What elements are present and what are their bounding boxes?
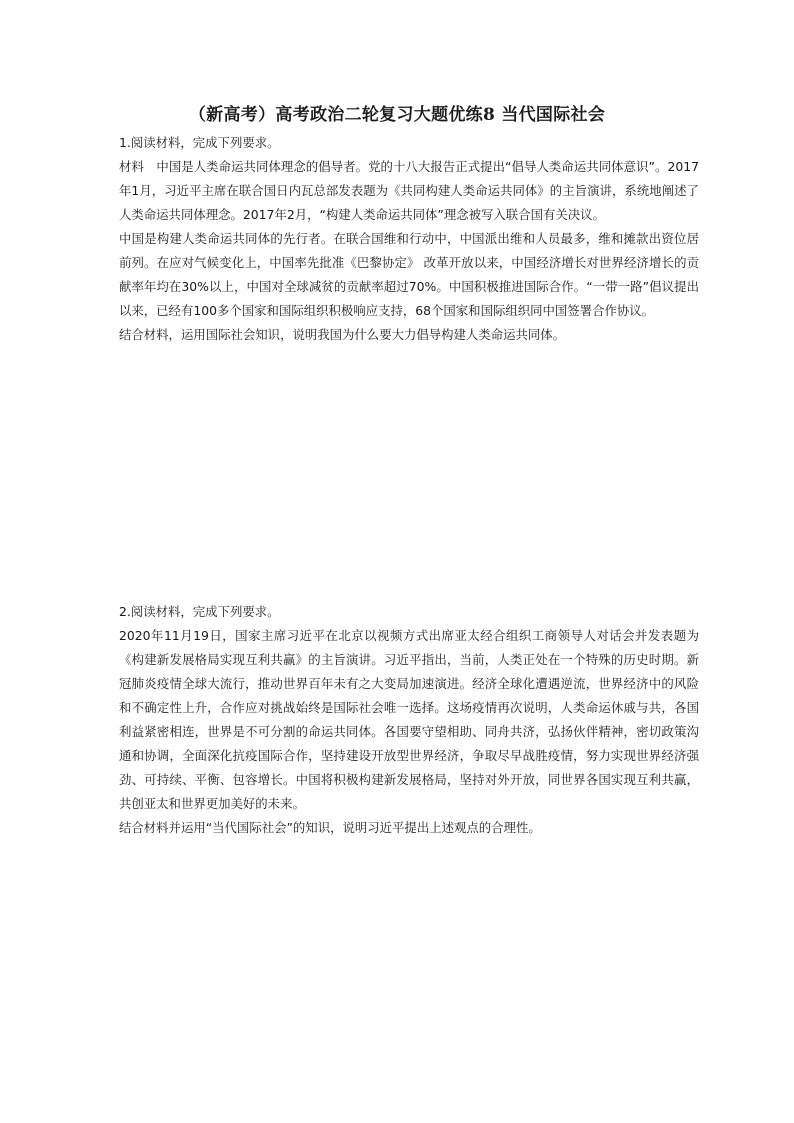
question-1-material-paragraph: 中国是构建人类命运共同体的先行者。在联合国维和行动中，中国派出维和人员最多，维和摊款出资位居前列。在应对气候变化上，中国率先批准《巴黎协定》 改革开放以来，中国经济增长对世界经济增长的贡献率年均在30%以上，中国对全球减贫的贡献率超过70%。中国积极推进国际合作。“一带一路”倡议提出以来，已经有100多个国家和国际组织积极响应支持，68个国家和国际组织同中国签署合作协议。	[119, 231, 699, 318]
page-title: （新高考）高考政治二轮复习大题优练8 当代国际社会	[188, 105, 606, 125]
question-1	[119, 131, 699, 347]
question-2	[119, 600, 699, 840]
question-2-material-paragraph: 2020年11月19日，国家主席习近平在北京以视频方式出席亚太经合组织工商领导人对话会并发表题为《构建新发展格局实现互利共赢》的主旨演讲。习近平指出，当前，人类正处在一个特殊的历史时期。新冠肺炎疫情全球大流行，推动世界百年未有之大变局加速演进。经济全球化遭遇逆流，世界经济中的风险和不确定性上升，合作应对挑战始终是国际社会唯一选择。这场疫情再次说明，人类命运休戚与共，各国利益紧密相连，世界是不可分割的命运共同体。各国要守望相助、同舟共济，弘扬伙伴精神，密切政策沟通和协调，全面深化抗疫国际合作，坚持建设开放型世界经济，争取尽早战胜疫情，努力实现世界经济强劲、可持续、平衡、包容增长。中国将积极构建新发展格局，坚持对外开放，同世界各国实现互利共赢，共创亚太和世界更加美好的未来。	[119, 628, 699, 811]
question-2-heading: 2.阅读材料，完成下列要求。	[119, 604, 280, 619]
question-1-material-paragraph: 材料 中国是人类命运共同体理念的倡导者。党的十八大报告正式提出“倡导人类命运共同体意识”。2017年1月，习近平主席在联合国日内瓦总部发表题为《共同构建人类命运共同体》的主旨演讲，系统地阐述了人类命运共同体理念。2017年2月，“构建人类命运共同体”理念被写入联合国有关决议。	[119, 159, 699, 222]
question-2-prompt: 结合材料并运用“当代国际社会”的知识，说明习近平提出上述观点的合理性。	[119, 820, 541, 835]
question-1-prompt: 结合材料，运用国际社会知识，说明我国为什么要大力倡导构建人类命运共同体。	[119, 327, 566, 342]
question-1-heading: 1.阅读材料，完成下列要求。	[119, 135, 280, 150]
